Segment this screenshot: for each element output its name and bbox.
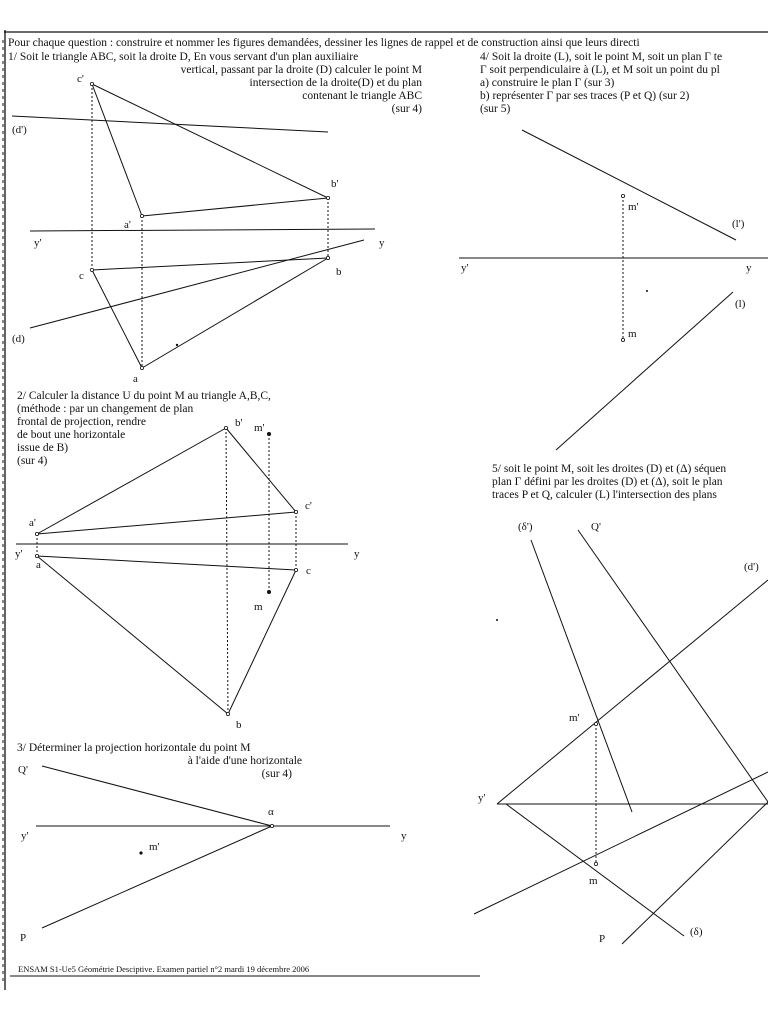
- q3-figure: [36, 766, 390, 928]
- q5-statement-line3: traces P et Q, calculer (L) l'intersection des plans: [492, 489, 717, 501]
- q2-figure: [16, 426, 348, 715]
- q1-label-c: c: [79, 270, 84, 282]
- q5-line-delta-prime: [531, 540, 632, 812]
- q1-label-c-prime: c': [77, 73, 84, 85]
- q5-trace-Q-prime: [578, 530, 768, 802]
- q1-segment-a-prime-b-prime: [142, 198, 328, 216]
- q1-figure: [12, 82, 375, 369]
- q5-label-m-prime: m': [569, 712, 580, 724]
- q1-statement-line3: intersection de la droite(D) et du plan: [249, 77, 422, 89]
- q1-statement-line1: 1/ Soit le triangle ABC, soit la droite D, En vous servant d'un plan auxiliaire: [8, 51, 359, 63]
- q3-label-y-prime: y': [21, 830, 29, 842]
- q2-label-c-prime: c': [305, 500, 312, 512]
- q1-segment-c-a: [92, 270, 142, 368]
- footer-text: ENSAM S1-Ue5 Géométrie Desciptive. Examen partiel n°2 mardi 19 décembre 2006: [18, 964, 310, 974]
- q1-segment-c-prime-a-prime: [92, 84, 142, 216]
- q5-statement-line2: plan Γ défini par les droites (D) et (Δ), soit le plan: [492, 476, 723, 488]
- q2-statement-line3: frontal de projection, rendre: [17, 416, 146, 428]
- q5-label-delta-prime: (δ'): [518, 521, 533, 533]
- q2-label-b-prime: b': [235, 417, 243, 429]
- q2-statement-line4: de bout une horizontale: [17, 429, 126, 441]
- q4-statement-line1: 4/ Soit la droite (L), soit le point M, soit un plan Γ te: [480, 51, 723, 63]
- q4-label-y-prime: y': [461, 262, 469, 274]
- q4-label-m: m: [628, 328, 637, 340]
- q1-line-d-prime: [12, 116, 328, 132]
- q2-segment-a-c: [37, 556, 296, 570]
- q2-segment-a-b: [37, 556, 228, 714]
- q2-label-c: c: [306, 565, 311, 577]
- q5-label-m: m: [589, 875, 598, 887]
- q1-label-a-prime: a': [124, 219, 131, 231]
- q3-label-m-prime: m': [149, 841, 160, 853]
- q4-label-m-prime: m': [628, 201, 639, 213]
- q3-label-alpha: α: [268, 806, 274, 818]
- header-instruction: Pour chaque question : construire et nommer les figures demandées, dessiner les lignes de rappel et de construction ainsi que leurs directi: [8, 37, 640, 49]
- q5-line-d-prime: [497, 580, 768, 804]
- q1-label-y: y: [379, 237, 385, 249]
- q2-label-m: m: [254, 601, 263, 613]
- q5-figure: [474, 530, 768, 944]
- q3-label-y: y: [401, 830, 407, 842]
- q5-line-delta: [506, 804, 684, 936]
- q2-statement-line1: 2/ Calculer la distance U du point M au triangle A,B,C,: [17, 390, 271, 402]
- q5-label-y-prime: y': [478, 792, 486, 804]
- q4-line-l: [556, 292, 733, 450]
- q4-label-l-prime: (l'): [732, 218, 745, 230]
- q2-label-y: y: [354, 548, 360, 560]
- q2-statement-line2: (méthode : par un changement de plan: [17, 403, 194, 415]
- q4-statement-line4: b) représenter Γ par ses traces (P et Q) (sur 2): [480, 90, 690, 102]
- q1-label-d: (d): [12, 333, 25, 345]
- q1-label-b-prime: b': [331, 178, 339, 190]
- q2-segment-b-prime-c-prime: [226, 428, 296, 512]
- q1-segment-c-b: [92, 258, 328, 270]
- q5-line-d: [474, 772, 768, 914]
- q2-points: (sur 4): [17, 455, 48, 467]
- q4-statement-line3: a) construire le plan Γ (sur 3): [480, 77, 615, 89]
- q2-label-m-prime: m': [254, 422, 265, 434]
- q1-label-a: a: [133, 373, 138, 385]
- q1-statement-line4: contenant le triangle ABC: [302, 90, 422, 102]
- q2-statement-line5: issue de B): [17, 442, 69, 454]
- q2-label-a-prime: a': [29, 517, 36, 529]
- q4-line-l-prime: [522, 130, 736, 240]
- q5-label-Q-prime: Q': [591, 521, 601, 533]
- q2-label-a: a: [36, 559, 41, 571]
- q3-label-P: P: [20, 932, 27, 944]
- q3-statement-line1: 3/ Déterminer la projection horizontale du point M: [17, 742, 251, 754]
- q5-label-delta: (δ): [690, 926, 703, 938]
- q2-label-b: b: [236, 719, 242, 731]
- q1-label-b: b: [336, 266, 342, 278]
- q5-label-d-prime: (d'): [744, 561, 759, 573]
- q4-label-y: y: [746, 262, 752, 274]
- q2-segment-c-b: [228, 570, 296, 714]
- q3-statement-line2: à l'aide d'une horizontale: [187, 755, 302, 767]
- q1-label-d-prime: (d'): [12, 124, 27, 136]
- q1-ground-line: [30, 229, 375, 231]
- q4-points: (sur 5): [480, 103, 511, 115]
- q1-line-d: [30, 240, 364, 328]
- q2-recall-b: [226, 428, 228, 714]
- q2-segment-a-prime-c-prime: [37, 512, 296, 534]
- q4-statement-line2: Γ soit perpendiculaire à (L), et M soit un point du pl: [480, 64, 720, 76]
- q5-statement-line1: 5/ soit le point M, soit les droites (D) et (Δ) séquen: [492, 463, 727, 475]
- q5-label-P: P: [599, 933, 606, 945]
- q2-label-y-prime: y': [15, 548, 23, 560]
- q4-label-l: (l): [735, 298, 746, 310]
- q3-label-Q-prime: Q': [18, 764, 28, 776]
- q1-label-y-prime: y': [34, 237, 42, 249]
- q4-figure: [459, 130, 768, 450]
- q5-trace-P: [622, 802, 768, 944]
- q3-trace-Q-prime: [42, 766, 272, 826]
- q1-points: (sur 4): [391, 103, 422, 115]
- q1-segment-c-prime-b-prime: [92, 84, 328, 198]
- q3-points: (sur 4): [261, 768, 292, 780]
- q1-statement-line2: vertical, passant par la droite (D) calculer le point M: [180, 64, 422, 76]
